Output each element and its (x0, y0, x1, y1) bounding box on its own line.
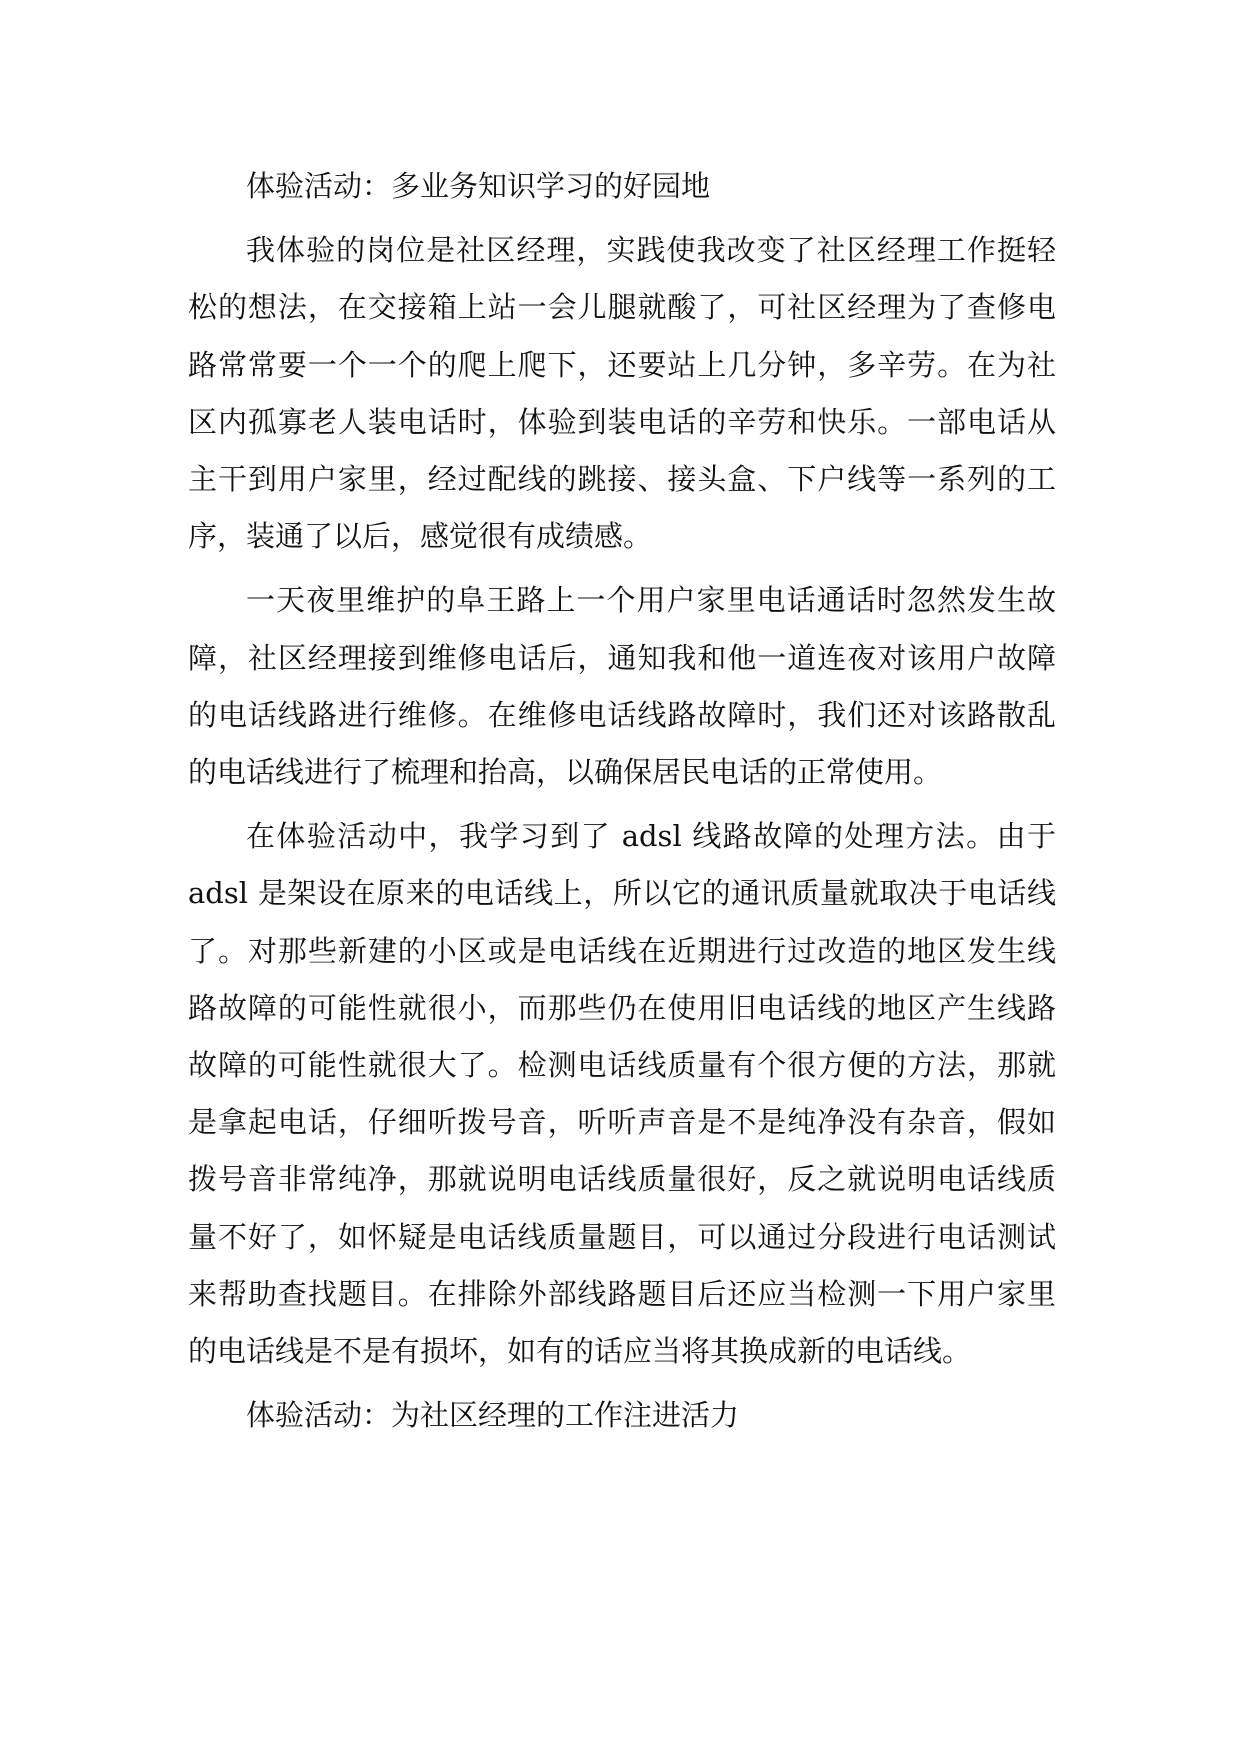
document-body (188, 158, 1056, 1444)
section-heading-2: 体验活动：为社区经理的工作注进活力 (246, 1398, 740, 1433)
section-heading-1: 体验活动：多业务知识学习的好园地 (246, 169, 711, 203)
paragraph-adsl-fault: 在体验活动中，我学习到了 adsl 线路故障的处理方法。由于 adsl 是架设在原来的电话线上，所以它的通讯质量就取决于电话线了。对那些新建的小区或是电话线在近期进行过改造的地区发生线路故障的可能性就很小，而那些仍在使用旧电话线的地区产生线路故障的可能性就很大了。检测电话线质量有个很方便的方法，那就是拿起电话，仔细听拨号音，听听声音是不是纯净没有杂音，假如拨号音非常纯净，那就说明电话线质量很好，反之就说明电话线质量不好了，如怀疑是电话线质量题目，可以通过分段进行电话测试来帮助查找题目。在排除外部线路题目后还应当检测一下用户家里的电话线是不是有损坏，如有的话应当将其换成新的电话线。 (188, 819, 1056, 1369)
paragraph-community-manager: 我体验的岗位是社区经理，实践使我改变了社区经理工作挺轻松的想法，在交接箱上站一会儿腿就酸了，可社区经理为了查修电路常常要一个一个的爬上爬下，还要站上几分钟，多辛劳。在为社区内孤寡老人装电话时，体验到装电话的辛劳和快乐。一部电话从主干到用户家里，经过配线的跳接、接头盒、下户线等一系列的工序，装通了以后，感觉很有成绩感。 (188, 233, 1056, 554)
paragraph-night-repair: 一天夜里维护的阜王路上一个用户家里电话通话时忽然发生故障，社区经理接到维修电话后，通知我和他一道连夜对该用户故障的电话线路进行维修。在维修电话线路故障时，我们还对该路散乱的电话线进行了梳理和抬高，以确保居民电话的正常使用。 (188, 583, 1056, 790)
